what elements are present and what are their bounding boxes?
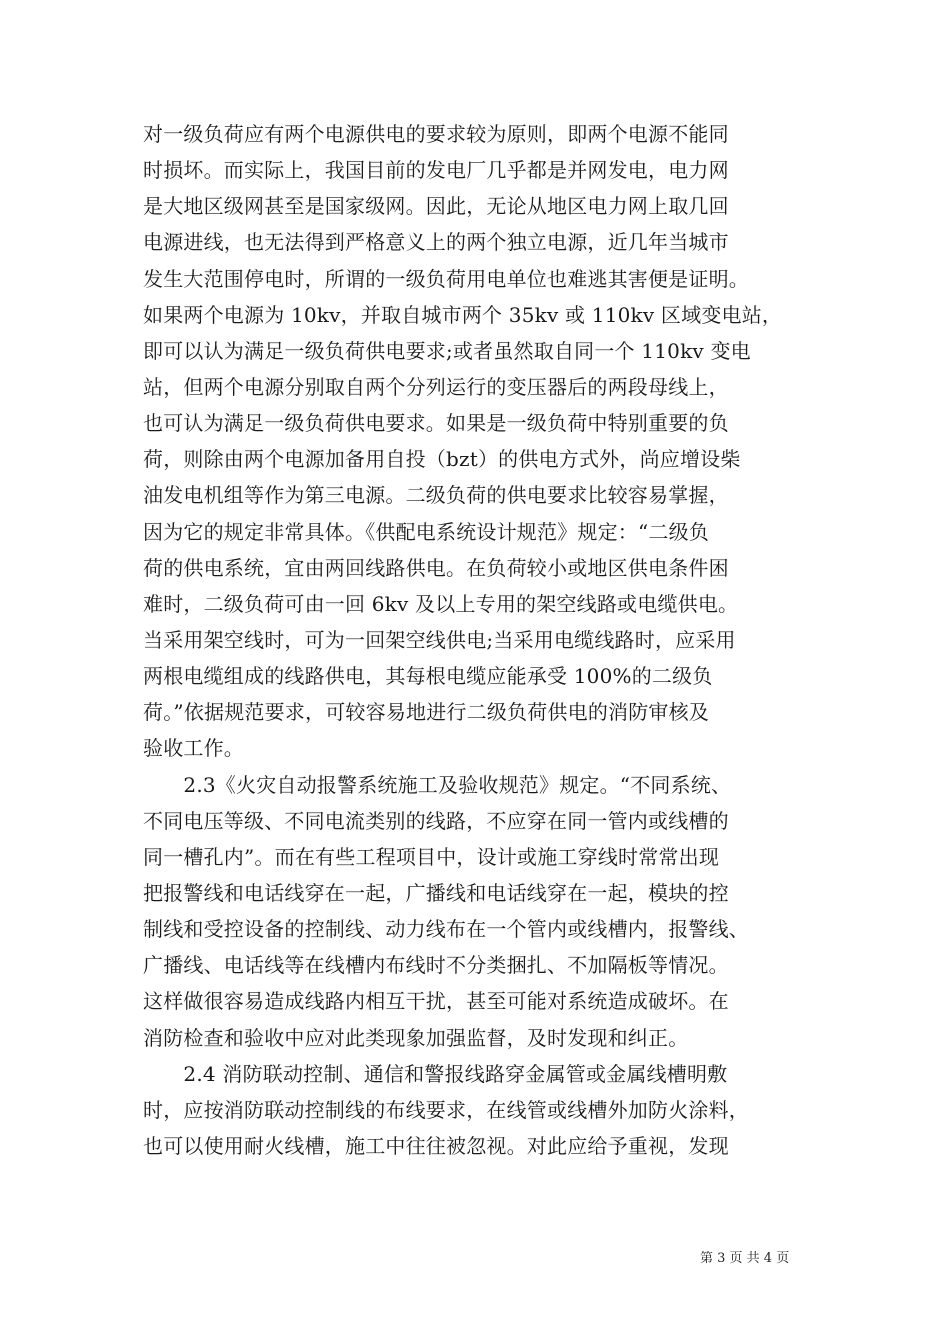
text-line: 时损坏。而实际上，我国目前的发电厂几乎都是并网发电，电力网	[143, 158, 729, 183]
text-line: 荷。”依据规范要求，可较容易地进行二级负荷供电的消防审核及	[143, 700, 710, 725]
text-line: 广播线、电话线等在线槽内布线时不分类捆扎、不加隔板等情况。	[143, 953, 729, 978]
text-line: 把报警线和电话线穿在一起，广播线和电话线穿在一起，模块的控	[143, 880, 729, 905]
text-line: 荷，则除由两个电源加备用自投（bzt）的供电方式外，尚应增设柴	[143, 447, 741, 472]
text-line: 站，但两个电源分别取自两个分列运行的变压器后的两段母线上，	[143, 374, 729, 399]
text-line: 2.4 消防联动控制、通信和警报线路穿金属管或金属线槽明敷	[143, 1061, 728, 1086]
body-text	[143, 116, 833, 1164]
text-line: 当采用架空线时，可为一回架空线供电;当采用电缆线路时，应采用	[143, 627, 736, 652]
text-line: 是大地区级网甚至是国家级网。因此，无论从地区电力网上取几回	[143, 194, 729, 219]
text-line: 电源进线，也无法得到严格意义上的两个独立电源，近几年当城市	[143, 230, 729, 255]
text-line: 即可以认为满足一级负荷供电要求;或者虽然取自同一个 110kv 变电	[143, 338, 751, 363]
text-line: 制线和受控设备的控制线、动力线布在一个管内或线槽内，报警线、	[143, 917, 749, 942]
page-number-footer: 第 3 页 共 4 页	[700, 1251, 790, 1266]
text-line: 不同电压等级、不同电流类别的线路，不应穿在同一管内或线槽的	[143, 808, 729, 833]
text-line: 验收工作。	[143, 736, 244, 761]
text-line: 两根电缆组成的线路供电，其每根电缆应能承受 100%的二级负	[143, 664, 713, 689]
text-line: 如果两个电源为 10kv，并取自城市两个 35kv 或 110kv 区域变电站，	[143, 302, 783, 327]
text-line: 这样做很容易造成线路内相互干扰，甚至可能对系统造成破坏。在	[143, 989, 729, 1014]
text-line: 荷的供电系统，宜由两回线路供电。在负荷较小或地区供电条件困	[143, 555, 729, 580]
text-line: 也可以使用耐火线槽，施工中往往被忽视。对此应给予重视，发现	[143, 1133, 729, 1158]
text-line: 油发电机组等作为第三电源。二级负荷的供电要求比较容易掌握，	[143, 483, 729, 508]
text-line: 难时，二级负荷可由一回 6kv 及以上专用的架空线路或电缆供电。	[143, 591, 739, 616]
text-line: 2.3《火灾自动报警系统施工及验收规范》规定。“不同系统、	[143, 772, 732, 797]
text-line: 同一槽孔内”。而在有些工程项目中，设计或施工穿线时常常出现	[143, 844, 720, 869]
text-line: 对一级负荷应有两个电源供电的要求较为原则，即两个电源不能同	[143, 122, 729, 146]
text-line: 时，应按消防联动控制线的布线要求，在线管或线槽外加防火涂料，	[143, 1097, 749, 1122]
text-line: 消防检查和验收中应对此类现象加强监督，及时发现和纠正。	[143, 1025, 689, 1050]
text-line: 因为它的规定非常具体。《供配电系统设计规范》规定：“二级负	[143, 519, 710, 544]
text-line: 发生大范围停电时，所谓的一级负荷用电单位也难逃其害便是证明。	[143, 266, 749, 291]
text-line: 也可认为满足一级负荷供电要求。如果是一级负荷中特别重要的负	[143, 411, 729, 436]
